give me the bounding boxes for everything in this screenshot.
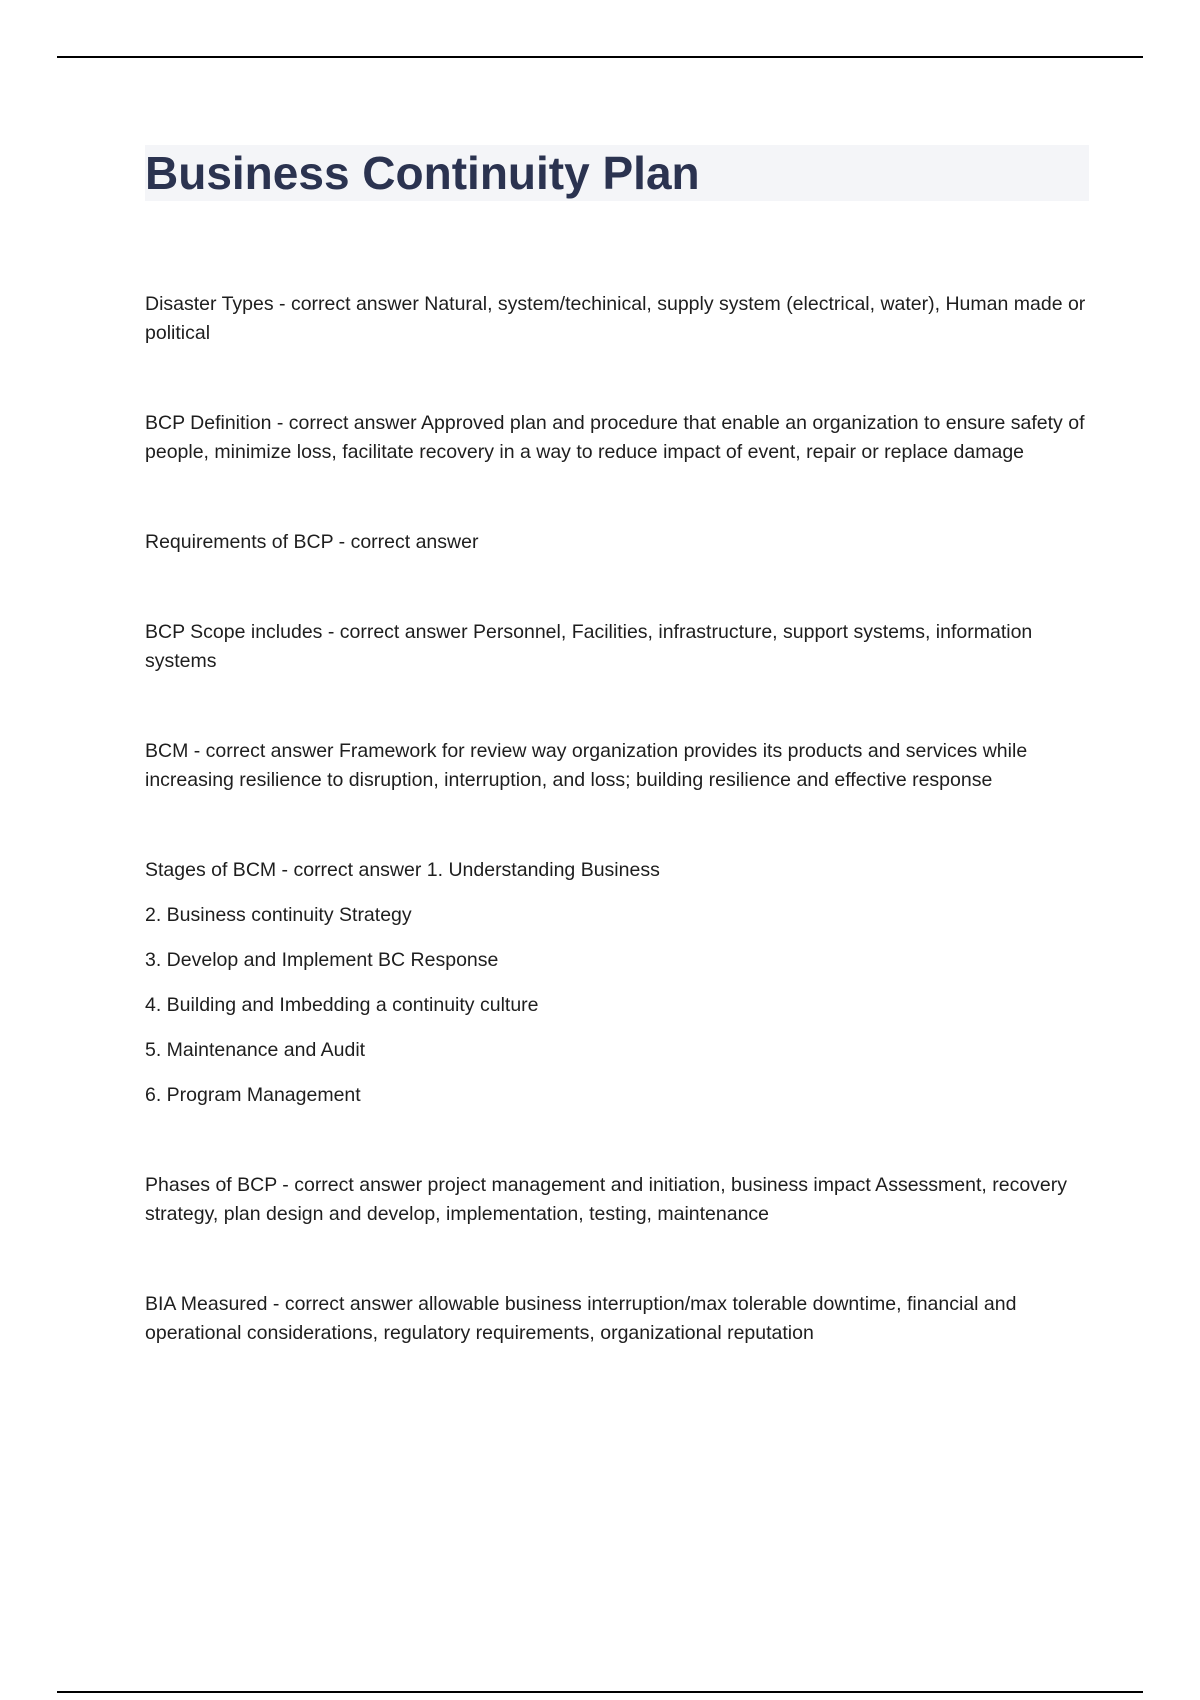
qa-term: Disaster Types — [145, 293, 274, 315]
qa-entry-requirements-of-bcp — [145, 528, 1090, 557]
qa-separator: - correct answer — [188, 740, 339, 762]
qa-entry-bcp-definition — [145, 409, 1090, 467]
page-title: Business Continuity Plan — [145, 147, 700, 199]
title-block — [145, 145, 1089, 201]
top-rule — [57, 56, 1143, 58]
stage-list-item: 6. Program Management — [145, 1084, 361, 1106]
qa-entry-phases-of-bcp — [145, 1171, 1090, 1229]
qa-separator: - correct answer — [267, 1293, 419, 1315]
qa-answer: 1. Understanding Business — [426, 859, 660, 881]
qa-term: Phases of BCP — [145, 1174, 277, 1196]
qa-separator: - correct answer — [276, 1174, 428, 1196]
qa-term: Stages of BCM — [145, 859, 277, 881]
qa-term: BCP Definition — [145, 412, 272, 434]
qa-term: BCP Scope includes — [145, 621, 323, 643]
qa-answer: Framework for review way organization provides its products and services while increasing resilience to disruption, interruption, and loss; building resilience and effective response — [145, 740, 1028, 791]
stage-list-item: 5. Maintenance and Audit — [145, 1039, 366, 1061]
qa-entry-stages-of-bcm — [145, 856, 1090, 885]
qa-separator: - correct answer — [333, 531, 479, 553]
qa-answer: project management and initiation, business impact Assessment, recovery strategy, plan design and develop, implementation, testing, maintenance — [145, 1174, 1067, 1225]
qa-answer: Approved plan and procedure that enable an organization to ensure safety of people, minimize loss, facilitate recovery in a way to reduce impact of event, repair or replace damage — [145, 412, 1085, 463]
qa-term: Requirements of BCP — [145, 531, 334, 553]
qa-separator: - correct answer — [273, 293, 425, 315]
stage-list-item: 2. Business continuity Strategy — [145, 904, 412, 926]
qa-answer: Personnel, Facilities, infrastructure, support systems, information systems — [145, 621, 1033, 672]
qa-separator: - correct answer — [271, 412, 422, 434]
qa-entry-bcp-scope — [145, 618, 1090, 676]
qa-answer: Natural, system/techinical, supply system (electrical, water), Human made or political — [145, 293, 1086, 344]
qa-term: BCM — [145, 740, 189, 762]
qa-entry-disaster-types — [145, 290, 1090, 348]
qa-entry-bia-measured — [145, 1290, 1090, 1348]
bottom-rule — [57, 1691, 1143, 1693]
qa-answer: allowable business interruption/max tolerable downtime, financial and operational considerations, regulatory requirements, organizational reputation — [145, 1293, 1017, 1344]
stage-list-item: 3. Develop and Implement BC Response — [145, 949, 499, 971]
document-body — [145, 290, 1090, 1348]
qa-entry-bcm — [145, 737, 1090, 795]
qa-separator: - correct answer — [276, 859, 427, 881]
qa-term: BIA Measured — [145, 1293, 268, 1315]
qa-separator: - correct answer — [322, 621, 474, 643]
stage-list-item: 4. Building and Imbedding a continuity culture — [145, 994, 539, 1016]
